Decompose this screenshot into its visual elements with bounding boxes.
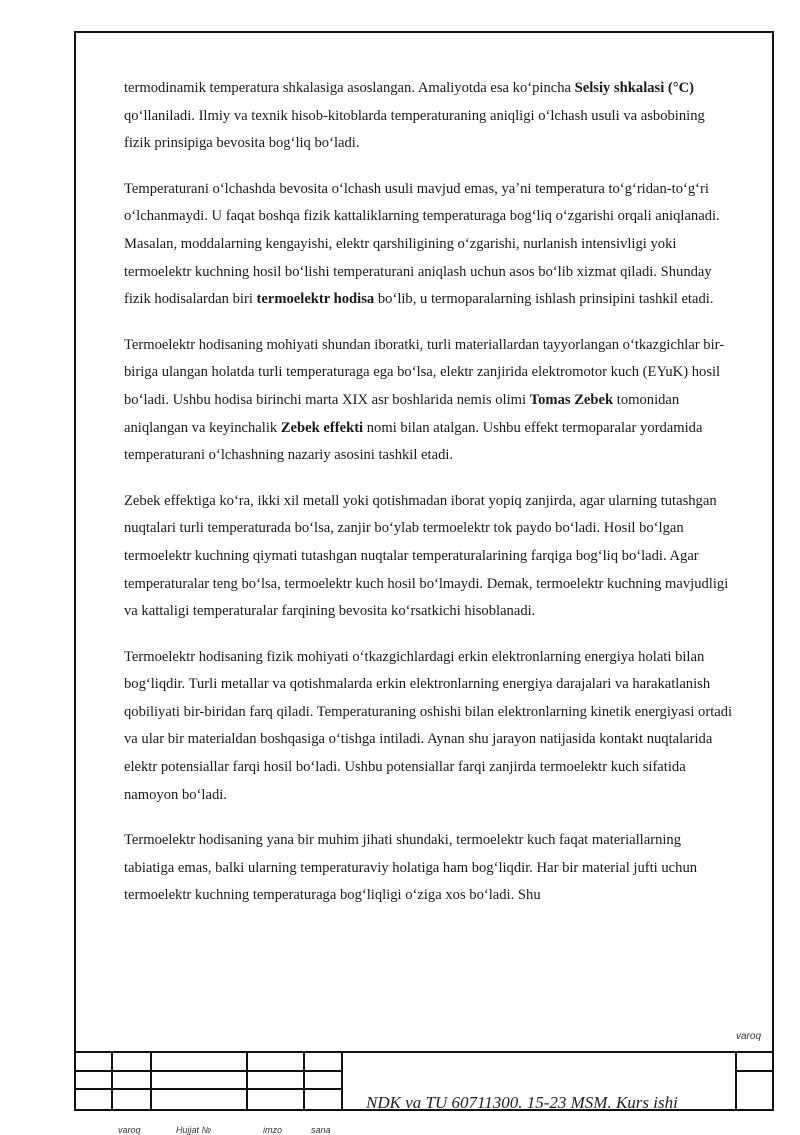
bold-term: Selsiy shkalasi (°C) bbox=[574, 80, 695, 96]
sheet-label: varoq bbox=[736, 1031, 762, 1042]
document-body bbox=[124, 75, 734, 928]
text-run: qoʻllaniladi. Ilmiy va texnik hisob-kitoblarda temperaturaning aniqligi oʻlchash usuli va asbobining fizik prinsipiga bevosita bogʻliq boʻladi. bbox=[124, 107, 705, 152]
text-run: nomi bilan atalgan. Ushbu effekt termoparalar yordamida temperaturani oʻlchashning nazariy asosini tashkil etadi. bbox=[124, 419, 703, 464]
text-run: Termoelektr hodisaning yana bir muhim jihati shundaki, termoelektr kuch faqat materiallarning tabiatiga emas, balki ularning temperaturaviy holatiga ham bogʻliqdir. Har bir material jufti uchun termoelektr kuchning temperaturaga bogʻliqligi oʻziga xos boʻladi. Shu bbox=[124, 832, 698, 904]
title-block-col-line bbox=[150, 1051, 152, 1109]
bold-term: Zebek effekti bbox=[280, 419, 364, 436]
title-block-col-line bbox=[341, 1051, 343, 1109]
title-block-row-line bbox=[74, 1088, 342, 1090]
text-run: Termoelektr hodisaning fizik mohiyati oʻtkazgichlardagi erkin elektronlarning energiya holati bilan bogʻliqdir. Turli metallar va qotishmalarda erkin elektronlarning energiya darajalari va harakatlanish qobiliyati bir-biridan farq qiladi. Temperaturaning oshishi bilan elektronlarning kinetik energiyasi ortadi va ular bir materialdan boshqasiga oʻtishga intiladi. Aynan shu jarayon natijasida kontakt nuqtalarida elektr potensiallar farqi hosil boʻladi. Ushbu potensiallar farqi zanjirda termoelektr kuch sifatida namoyon boʻladi. bbox=[124, 648, 733, 803]
label-doc-number: Hujjat № bbox=[176, 1125, 212, 1135]
label-sheet: varoq bbox=[118, 1125, 141, 1135]
label-date: sana bbox=[311, 1125, 331, 1135]
document-title: NDK va TU 60711300. 15-23 MSM. Kurs ishi bbox=[366, 1093, 678, 1112]
text-run: termodinamik temperatura shkalasiga asoslangan. Amaliyotda esa koʻpincha bbox=[124, 80, 575, 96]
text-run: boʻlib, u termoparalarning ishlash prinsipini tashkil etadi. bbox=[374, 291, 714, 308]
title-block-col-line bbox=[303, 1051, 305, 1109]
body-paragraph bbox=[124, 332, 734, 470]
text-run: Termoelektr hodisaning mohiyati shundan iboratki, turli materiallardan tayyorlangan oʻtkazgichlar bir-biriga ulangan holatda turli temperaturaga ega boʻlsa, elektr zanjirida elektromotor kuch (EYuK) hosil boʻladi. Ushbu hodisa birinchi marta XIX asr boshlarida nemis olimi bbox=[124, 336, 725, 408]
body-paragraph bbox=[124, 75, 734, 158]
body-paragraph bbox=[124, 176, 734, 314]
text-run: Zebek effektiga koʻra, ikki xil metall yoki qotishmadan iborat yopiq zanjirda, agar ularning tutashgan nuqtalari turli temperaturada boʻlsa, zanjir boʻylab termoelektr tok paydo boʻladi. Hosil boʻlgan termoelektr kuchning qiymati tutashgan nuqtalar temperaturalarining farqiga bogʻliq boʻladi. Agar temperaturalar teng boʻlsa, termoelektr kuch hosil boʻlmaydi. Demak, termoelektr kuchning mavjudligi va kattaligi temperaturalar farqining bevosita koʻrsatkichi hisoblanadi. bbox=[124, 492, 729, 620]
title-block-row-line bbox=[74, 1070, 342, 1072]
title-block-top-line bbox=[74, 1051, 772, 1053]
title-block-col-line bbox=[735, 1051, 737, 1109]
bold-term: termoelektr hodisa bbox=[256, 291, 375, 308]
body-paragraph bbox=[124, 644, 734, 810]
label-signature: imzo bbox=[263, 1125, 283, 1135]
text-run: tomonidan aniqlangan va keyinchalik bbox=[124, 391, 680, 436]
text-run: Temperaturani oʻlchashda bevosita oʻlchash usuli mavjud emas, yaʼni temperatura toʻgʻridan-toʻgʻri oʻlchanmaydi. U faqat boshqa fizik kattaliklarning temperaturaga bogʻliq oʻzgarishi orqali aniqlanadi. Masalan, moddalarning kengayishi, elektr qarshiligining oʻzgarishi, nurlanish intensivligi yoki termoelektr kuchning hosil boʻlishi temperaturani aniqlash uchun asos boʻlib xizmat qiladi. Shunday fizik hodisalardan biri bbox=[124, 180, 720, 308]
title-block-col-line bbox=[246, 1051, 248, 1109]
bold-term: Tomas Zebek bbox=[529, 391, 614, 408]
title-block-sheet-line bbox=[736, 1070, 772, 1072]
title-block-col-line bbox=[111, 1051, 113, 1109]
body-paragraph bbox=[124, 488, 734, 626]
body-paragraph bbox=[124, 827, 734, 910]
